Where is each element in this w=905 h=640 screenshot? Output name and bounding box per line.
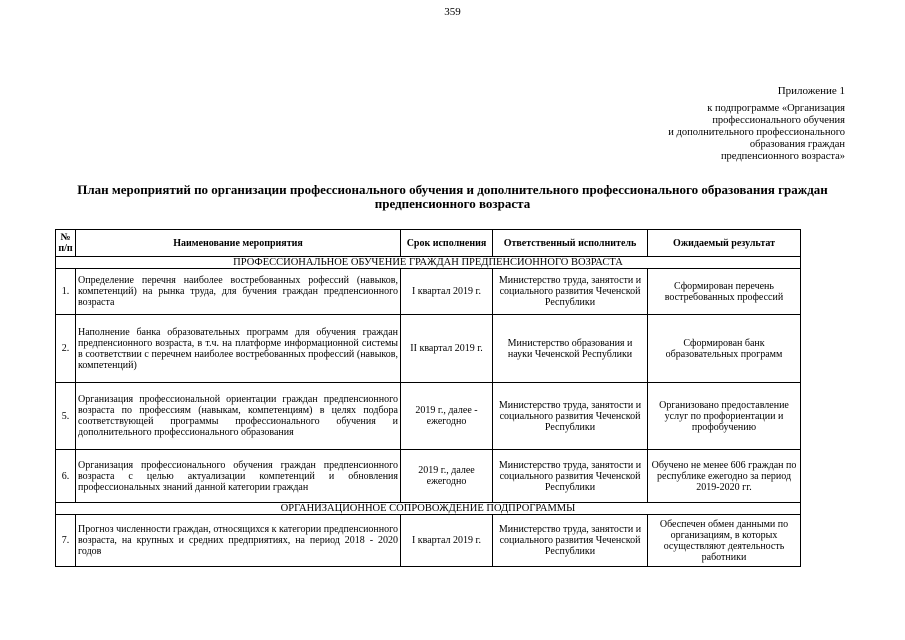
page-number: 359	[444, 6, 461, 18]
row-result: Обучено не менее 606 граждан по республике ежегодно за период 2019-2020 гг.	[648, 450, 801, 503]
row-executor: Министерство труда, занятости и социального развития Чеченской Республики	[493, 269, 648, 315]
appendix-line: образования граждан	[749, 139, 845, 150]
row-num: 1.	[56, 269, 76, 315]
header-result: Ожидаемый результат	[648, 230, 801, 257]
row-name: Определение перечня наиболее востребованных рофессий (навыков, компетенций) на рынка труда, для бучения граждан предпенсионного возраста	[76, 269, 401, 315]
appendix-line: к подпрограмме «Организация	[707, 103, 845, 114]
row-num: 5.	[56, 383, 76, 450]
table-row	[56, 383, 801, 450]
table-header-row	[56, 230, 801, 257]
row-term: 2019 г., далее - ежегодно	[401, 383, 493, 450]
table-row	[56, 315, 801, 383]
row-result: Обеспечен обмен данными по организациям, в которых осуществляют деятельность работники	[648, 515, 801, 567]
row-num: 7.	[56, 515, 76, 567]
appendix-title: Приложение 1	[777, 85, 845, 97]
row-executor: Министерство образования и науки Чеченской Республики	[493, 315, 648, 383]
section-heading: ОРГАНИЗАЦИОННОЕ СОПРОВОЖДЕНИЕ ПОДПРОГРАММЫ	[56, 503, 801, 515]
row-name: Прогноз численности граждан, относящихся к категории предпенсионного возраста, на крупных и средних предприятиях, на период 2018 - 2020 годов	[76, 515, 401, 567]
row-num: 2.	[56, 315, 76, 383]
row-term: I квартал 2019 г.	[401, 269, 493, 315]
section-row	[56, 503, 801, 515]
table-row	[56, 269, 801, 315]
row-result: Организовано предоставление услуг по профориентации и профобучению	[648, 383, 801, 450]
row-result: Сформирован перечень востребованных профессий	[648, 269, 801, 315]
header-executor: Ответственный исполнитель	[493, 230, 648, 257]
row-term: II квартал 2019 г.	[401, 315, 493, 383]
table-row	[56, 515, 801, 567]
row-executor: Министерство труда, занятости и социального развития Чеченской Республики	[493, 515, 648, 567]
section-row	[56, 257, 801, 269]
header-name: Наименование мероприятия	[76, 230, 401, 257]
table-row	[56, 450, 801, 503]
row-name: Организация профессиональной ориентации граждан предпенсионного возраста по профессиям (навыкам, компетенциям) в целях подбора соответствующей программы профессионального обучения и дополнительного профессионального образования	[76, 383, 401, 450]
appendix-subtitle	[585, 103, 845, 163]
header-term: Срок исполнения	[401, 230, 493, 257]
row-executor: Министерство труда, занятости и социального развития Чеченской Республики	[493, 383, 648, 450]
plan-table	[55, 229, 801, 567]
appendix-line: профессионального обучения	[712, 115, 845, 126]
section-heading: ПРОФЕССИОНАЛЬНОЕ ОБУЧЕНИЕ ГРАЖДАН ПРЕДПЕНСИОННОГО ВОЗРАСТА	[56, 257, 801, 269]
row-term: 2019 г., далее ежегодно	[401, 450, 493, 503]
row-executor: Министерство труда, занятости и социального развития Чеченской Республики	[493, 450, 648, 503]
row-term: I квартал 2019 г.	[401, 515, 493, 567]
plan-title: План мероприятий по организации профессионального обучения и дополнительного профессионального образования граждан предпенсионного возраста	[77, 182, 828, 211]
appendix-line: и дополнительного профессионального	[668, 127, 845, 138]
row-result: Сформирован банк образовательных программ	[648, 315, 801, 383]
appendix-line: предпенсионного возраста»	[720, 151, 845, 162]
header-num: № п/п	[56, 230, 76, 257]
row-name: Организация профессионального обучения граждан предпенсионного возраста с целью актуализации компетенций и обновления профессиональных знаний данной категории граждан	[76, 450, 401, 503]
row-num: 6.	[56, 450, 76, 503]
row-name: Наполнение банка образовательных программ для обучения граждан предпенсионного возраста, в т.ч. на платформе информационной системы в соответствии с перечнем наиболее востребованных профессий (навыков, компетенций)	[76, 315, 401, 383]
